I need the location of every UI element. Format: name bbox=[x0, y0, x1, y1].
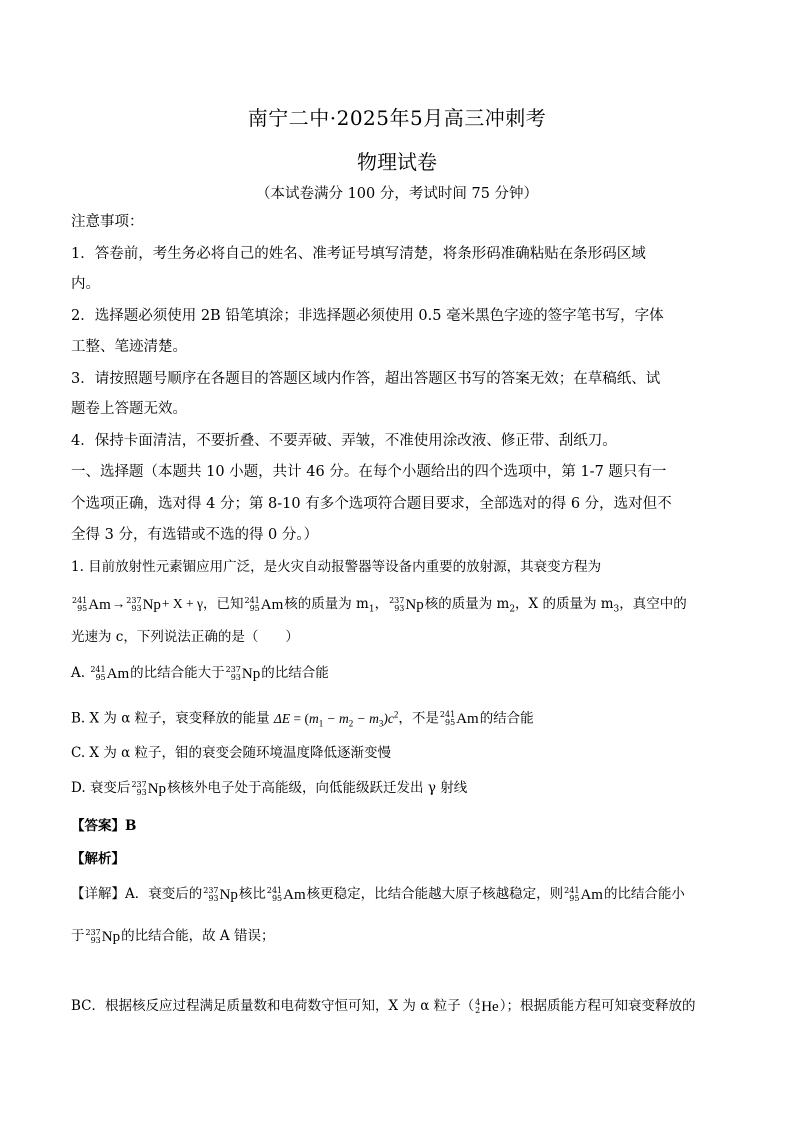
am-nuclide: 241 95 Am bbox=[564, 885, 603, 903]
energy-formula: $\Delta E = (m_1 - m_2 - m_3)c^2$ bbox=[273, 709, 399, 729]
am-nuclide: 241 95 Am bbox=[72, 595, 111, 613]
section1-line-3: 全得 3 分，有选错或不选的得 0 分。） bbox=[71, 527, 319, 543]
q1-answer: 【答案】B bbox=[71, 818, 137, 834]
np-nuclide: 237 93 Np bbox=[126, 595, 161, 613]
q1-stem-line-3: 光速为 c，下列说法正确的是（ ） bbox=[71, 629, 299, 645]
np-nuclide: 237 93 Np bbox=[85, 927, 121, 945]
notice-item-1-line-1: 1．答卷前，考生务必将自己的姓名、准考证号填写清楚，将条形码准确粘贴在条形码区域 bbox=[71, 246, 646, 262]
exam-subject: 物理试卷 bbox=[357, 150, 437, 174]
notice-item-2-line-2: 工整、笔迹清楚。 bbox=[71, 339, 187, 355]
notice-item-4: 4．保持卡面清洁，不要折叠、不要弄破、弄皱，不准使用涂改液、修正带、刮纸刀。 bbox=[71, 433, 617, 449]
np-nuclide: 237 93 Np bbox=[389, 595, 424, 613]
notice-item-1-line-2: 内。 bbox=[71, 276, 100, 292]
q1-detail-line-2: 于 237 93 Np的比结合能，故 A 错误； bbox=[71, 927, 275, 945]
am-nuclide: 241 95 Am bbox=[90, 664, 130, 682]
he-nuclide: 4 2 He bbox=[475, 997, 499, 1015]
q1-option-d: D. 衰变后 237 93 Np核核外电子处于高能级，向低能级跃迁发出 γ 射线 bbox=[71, 779, 468, 797]
q1-option-c: C. X 为 α 粒子，钼的衰变会随环境温度降低逐渐变慢 bbox=[71, 745, 392, 761]
np-nuclide: 237 93 Np bbox=[203, 885, 238, 903]
exam-info: （本试卷满分 100 分，考试时间 75 分钟） bbox=[255, 186, 539, 202]
am-nuclide: 241 95 Am bbox=[266, 885, 306, 903]
np-nuclide: 237 93 Np bbox=[131, 779, 167, 797]
q1-stem-line-2: 241 95 Am→ 237 93 Np+ X + γ，已知 241 95 Am核的质量为 $m_1$， 237 93 Np核的质量为 $m_2$，X 的质量为 $m_3$，真空中的 bbox=[72, 595, 687, 615]
section1-line-1: 一、选择题（本题共 10 小题，共计 46 分。在每个小题给出的四个选项中，第 1-7 题只有一 bbox=[71, 464, 667, 480]
decay-arrow: → bbox=[111, 596, 126, 611]
exam-title: 南宁二中·2025年5月高三冲刺考 bbox=[247, 106, 547, 130]
q1-option-b: B. X 为 α 粒子，衰变释放的能量 $\Delta E = (m_1 - m_2 - m_3)c^2$，不是 241 95 Am的结合能 bbox=[71, 709, 534, 729]
notice-item-3-line-2: 题卷上答题无效。 bbox=[71, 401, 187, 417]
q1-analysis-heading: 【解析】 bbox=[71, 851, 125, 867]
q1-detail-line-3: BC．根据核反应过程满足质量数和电荷数守恒可知，X 为 α 粒子（ 4 2 He）；根据质能方程可知衰变释放的 bbox=[71, 997, 696, 1015]
notice-item-3-line-1: 3．请按照题号顺序在各题目的答题区域内作答，超出答题区书写的答案无效；在草稿纸、试 bbox=[71, 371, 661, 387]
q1-stem-line-1: 1. 目前放射性元素镅应用广泛，是火灾自动报警器等设备内重要的放射源，其衰变方程为 bbox=[71, 559, 602, 575]
am-nuclide: 241 95 Am bbox=[244, 595, 284, 613]
notice-item-2-line-1: 2．选择题必须使用 2B 铅笔填涂；非选择题必须使用 0.5 毫米黑色字迹的签字笔书写，字体 bbox=[71, 308, 664, 324]
q1-option-a: A. 241 95 Am的比结合能大于 237 93 Np的比结合能 bbox=[71, 664, 329, 682]
notice-heading: 注意事项： bbox=[71, 214, 144, 230]
am-nuclide: 241 95 Am bbox=[439, 710, 479, 727]
section1-line-2: 个选项正确，选对得 4 分；第 8-10 有多个选项符合题目要求，全部选对的得 6 分，选对但不 bbox=[71, 496, 672, 512]
np-nuclide: 237 93 Np bbox=[225, 664, 261, 682]
q1-detail-line-1: 【详解】A．衰变后的 237 93 Np核比 241 95 Am核更稳定，比结合能越大原子核越稳定，则 241 95 Am的比结合能小 bbox=[71, 885, 685, 903]
